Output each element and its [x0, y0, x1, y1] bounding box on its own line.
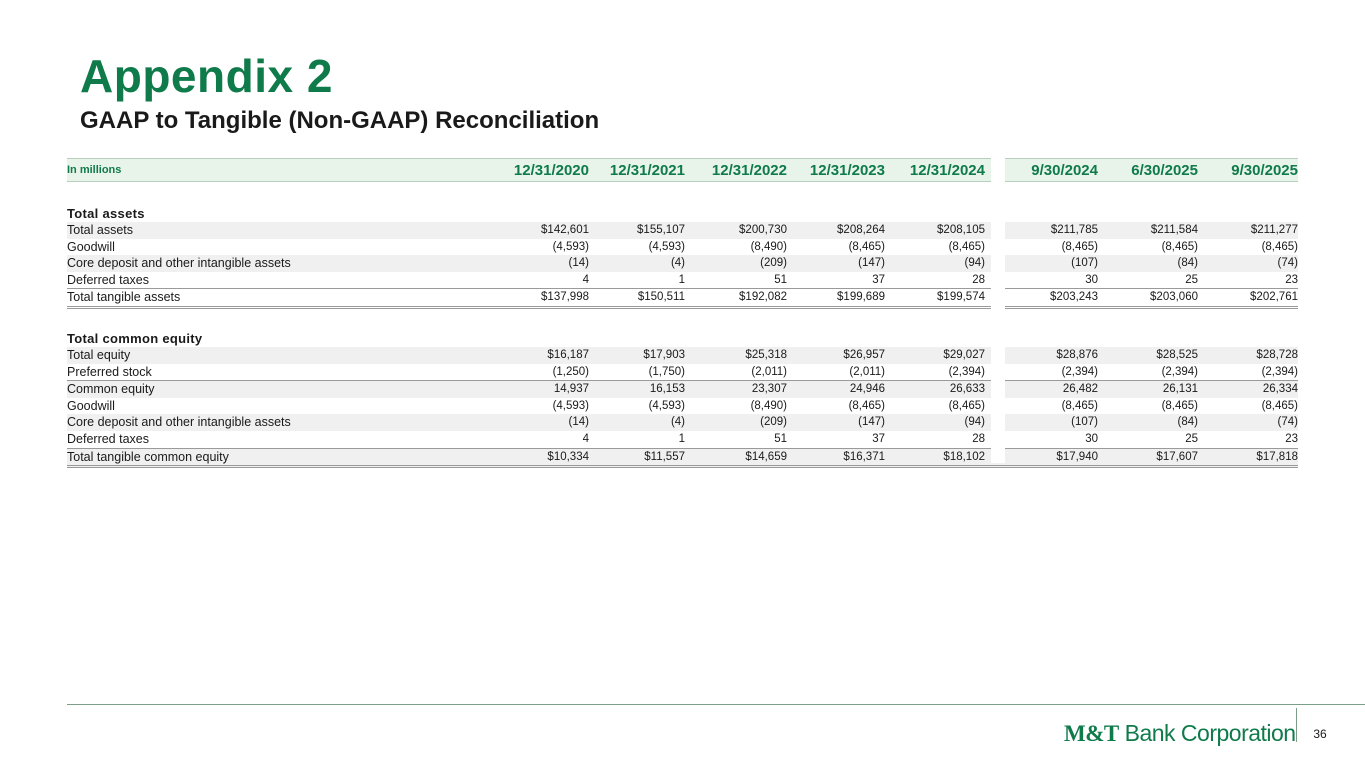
table-cell: $25,318	[745, 348, 787, 361]
section-title-total-common-equity: Total common equity	[67, 330, 203, 346]
table-cell: $11,557	[644, 450, 685, 463]
table-cell: 4	[582, 432, 589, 445]
table-row	[67, 272, 1298, 289]
table-cell: $28,728	[1256, 348, 1298, 361]
row-label: Deferred taxes	[67, 431, 149, 446]
table-cell: 24,946	[849, 383, 885, 396]
table-cell: $203,060	[1150, 291, 1198, 304]
table-cell: (4,593)	[648, 240, 685, 253]
table-cell: 14,937	[553, 383, 589, 396]
table-cell: $199,574	[937, 291, 985, 304]
table-cell: (8,490)	[750, 399, 787, 412]
column-header: 12/31/2023	[809, 162, 885, 179]
table-cell: (147)	[858, 416, 885, 429]
table-cell: (74)	[1277, 257, 1298, 270]
table-cell: (8,465)	[1261, 399, 1298, 412]
table-cell: (84)	[1177, 257, 1198, 270]
table-cell: $18,102	[943, 450, 985, 463]
table-cell: $14,659	[745, 450, 787, 463]
table-cell: 37	[872, 273, 885, 286]
column-header: 9/30/2024	[1031, 162, 1098, 179]
table-cell: $192,082	[739, 291, 787, 304]
logo-text: Bank Corporation	[1118, 720, 1296, 746]
table-cell: $211,277	[1250, 224, 1298, 236]
table-cell: 1	[678, 273, 685, 286]
table-cell: (8,465)	[848, 399, 885, 412]
table-cell: 25	[1185, 432, 1198, 445]
column-header: 12/31/2024	[909, 162, 985, 179]
column-header: 12/31/2021	[609, 162, 685, 179]
row-label: Total equity	[67, 347, 131, 362]
table-cell: $17,940	[1056, 450, 1098, 463]
table-cell: (2,394)	[948, 365, 985, 378]
table-cell: 26,482	[1062, 383, 1098, 396]
table-cell: $211,584	[1150, 224, 1198, 236]
table-cell: $208,105	[937, 224, 985, 236]
table-cell: $150,511	[637, 291, 685, 304]
table-cell: 26,334	[1262, 383, 1298, 396]
table-row	[67, 414, 1298, 431]
column-header: 6/30/2025	[1131, 162, 1198, 179]
table-cell: (14)	[568, 257, 589, 270]
table-cell: $137,998	[541, 291, 589, 304]
table-cell: (2,011)	[751, 365, 787, 378]
table-cell: 51	[774, 432, 787, 445]
footer-rule	[67, 704, 1365, 705]
row-label: Goodwill	[67, 398, 115, 413]
table-row	[67, 347, 1298, 364]
logo-divider	[1296, 708, 1297, 742]
section-title-total-assets: Total assets	[67, 206, 145, 221]
table-cell: $29,027	[943, 348, 985, 361]
table-cell: (94)	[964, 416, 985, 429]
page-title: Appendix 2	[80, 50, 333, 102]
table-cell: $16,187	[547, 348, 589, 361]
table-cell: $142,601	[541, 224, 589, 236]
row-label: Core deposit and other intangible assets	[67, 256, 291, 271]
row-label: Goodwill	[67, 239, 115, 254]
column-header: 12/31/2022	[711, 162, 787, 179]
table-cell: (8,465)	[1061, 240, 1098, 253]
column-header: 12/31/2020	[513, 162, 589, 179]
logo-mark: M&T	[1064, 721, 1119, 746]
table-cell: (14)	[568, 416, 589, 429]
table-cell: $28,876	[1056, 348, 1098, 361]
table-row	[67, 239, 1298, 256]
table-cell: (2,394)	[1061, 365, 1098, 378]
table-cell: (4)	[670, 416, 685, 429]
table-cell: $17,903	[643, 348, 685, 361]
table-cell: (84)	[1177, 416, 1198, 429]
table-cell: (4)	[670, 257, 685, 270]
table-cell: (8,490)	[750, 240, 787, 253]
table-cell: (8,465)	[1261, 240, 1298, 253]
row-label: Total assets	[67, 223, 134, 237]
table-cell: 16,153	[649, 383, 685, 396]
table-cell: (2,011)	[849, 365, 885, 378]
table-cell: 25	[1185, 273, 1198, 286]
unit-label: In millions	[67, 164, 122, 176]
company-logo	[1064, 716, 1296, 750]
table-cell: $28,525	[1156, 348, 1198, 361]
table-cell: $17,607	[1156, 450, 1198, 463]
table-row-total	[67, 288, 1298, 309]
table-cell: 26,131	[1162, 383, 1198, 396]
table-cell: $10,334	[547, 450, 589, 463]
row-label: Total tangible common equity	[67, 449, 229, 464]
row-label: Core deposit and other intangible assets	[67, 415, 291, 430]
table-cell: 30	[1085, 273, 1098, 286]
row-label: Total tangible assets	[67, 290, 181, 305]
table-cell: 51	[774, 273, 787, 286]
table-cell: 23,307	[751, 383, 787, 396]
table-cell: $155,107	[637, 224, 685, 236]
table-cell: (8,465)	[848, 240, 885, 253]
table-cell: (4,593)	[552, 240, 589, 253]
table-row-subtotal	[67, 380, 1298, 398]
row-label: Deferred taxes	[67, 272, 149, 287]
table-cell: 37	[872, 432, 885, 445]
table-cell: $16,371	[843, 450, 885, 463]
table-cell: (1,250)	[552, 365, 589, 378]
table-cell: $26,957	[843, 348, 885, 361]
table-cell: 4	[582, 273, 589, 286]
table-cell: (2,394)	[1161, 365, 1198, 378]
reconciliation-table	[67, 158, 1298, 468]
table-cell: 26,633	[949, 383, 985, 396]
table-cell: (4,593)	[648, 399, 685, 412]
table-row	[67, 222, 1298, 239]
table-cell: $17,818	[1256, 450, 1298, 463]
table-cell: (94)	[964, 257, 985, 270]
table-cell: $211,785	[1050, 224, 1098, 236]
table-cell: (209)	[760, 416, 787, 429]
table-cell: $203,243	[1050, 291, 1098, 304]
table-cell: (1,750)	[648, 365, 685, 378]
page-number: 36	[1313, 727, 1327, 741]
column-group-gap	[991, 158, 1005, 463]
table-cell: 28	[972, 273, 985, 286]
page-subtitle: GAAP to Tangible (Non-GAAP) Reconciliation	[80, 107, 600, 134]
column-header: 9/30/2025	[1231, 162, 1298, 179]
table-cell: (8,465)	[1161, 240, 1198, 253]
table-row-total	[67, 448, 1298, 469]
table-cell: (107)	[1071, 416, 1098, 429]
table-cell: (74)	[1277, 416, 1298, 429]
table-cell: (8,465)	[1061, 399, 1098, 412]
table-cell: 23	[1285, 273, 1298, 286]
table-cell: (209)	[760, 257, 787, 270]
table-cell: 28	[972, 432, 985, 445]
table-cell: $200,730	[739, 224, 787, 236]
table-cell: (2,394)	[1261, 365, 1298, 378]
table-cell: (8,465)	[948, 399, 985, 412]
table-cell: $202,761	[1250, 291, 1298, 304]
table-cell: (8,465)	[1161, 399, 1198, 412]
row-label: Preferred stock	[67, 364, 152, 379]
table-header	[67, 158, 1298, 182]
table-cell: (147)	[858, 257, 885, 270]
table-cell: (107)	[1071, 257, 1098, 270]
table-cell: 30	[1085, 432, 1098, 445]
table-row	[67, 398, 1298, 415]
table-cell: 23	[1285, 432, 1298, 445]
table-cell: $199,689	[837, 291, 885, 304]
table-cell: 1	[678, 432, 685, 445]
table-cell: (4,593)	[552, 399, 589, 412]
table-cell: $208,264	[837, 224, 885, 236]
table-row	[67, 431, 1298, 448]
table-row	[67, 255, 1298, 272]
table-row	[67, 364, 1298, 381]
table-cell: (8,465)	[948, 240, 985, 253]
row-label: Common equity	[67, 382, 155, 397]
